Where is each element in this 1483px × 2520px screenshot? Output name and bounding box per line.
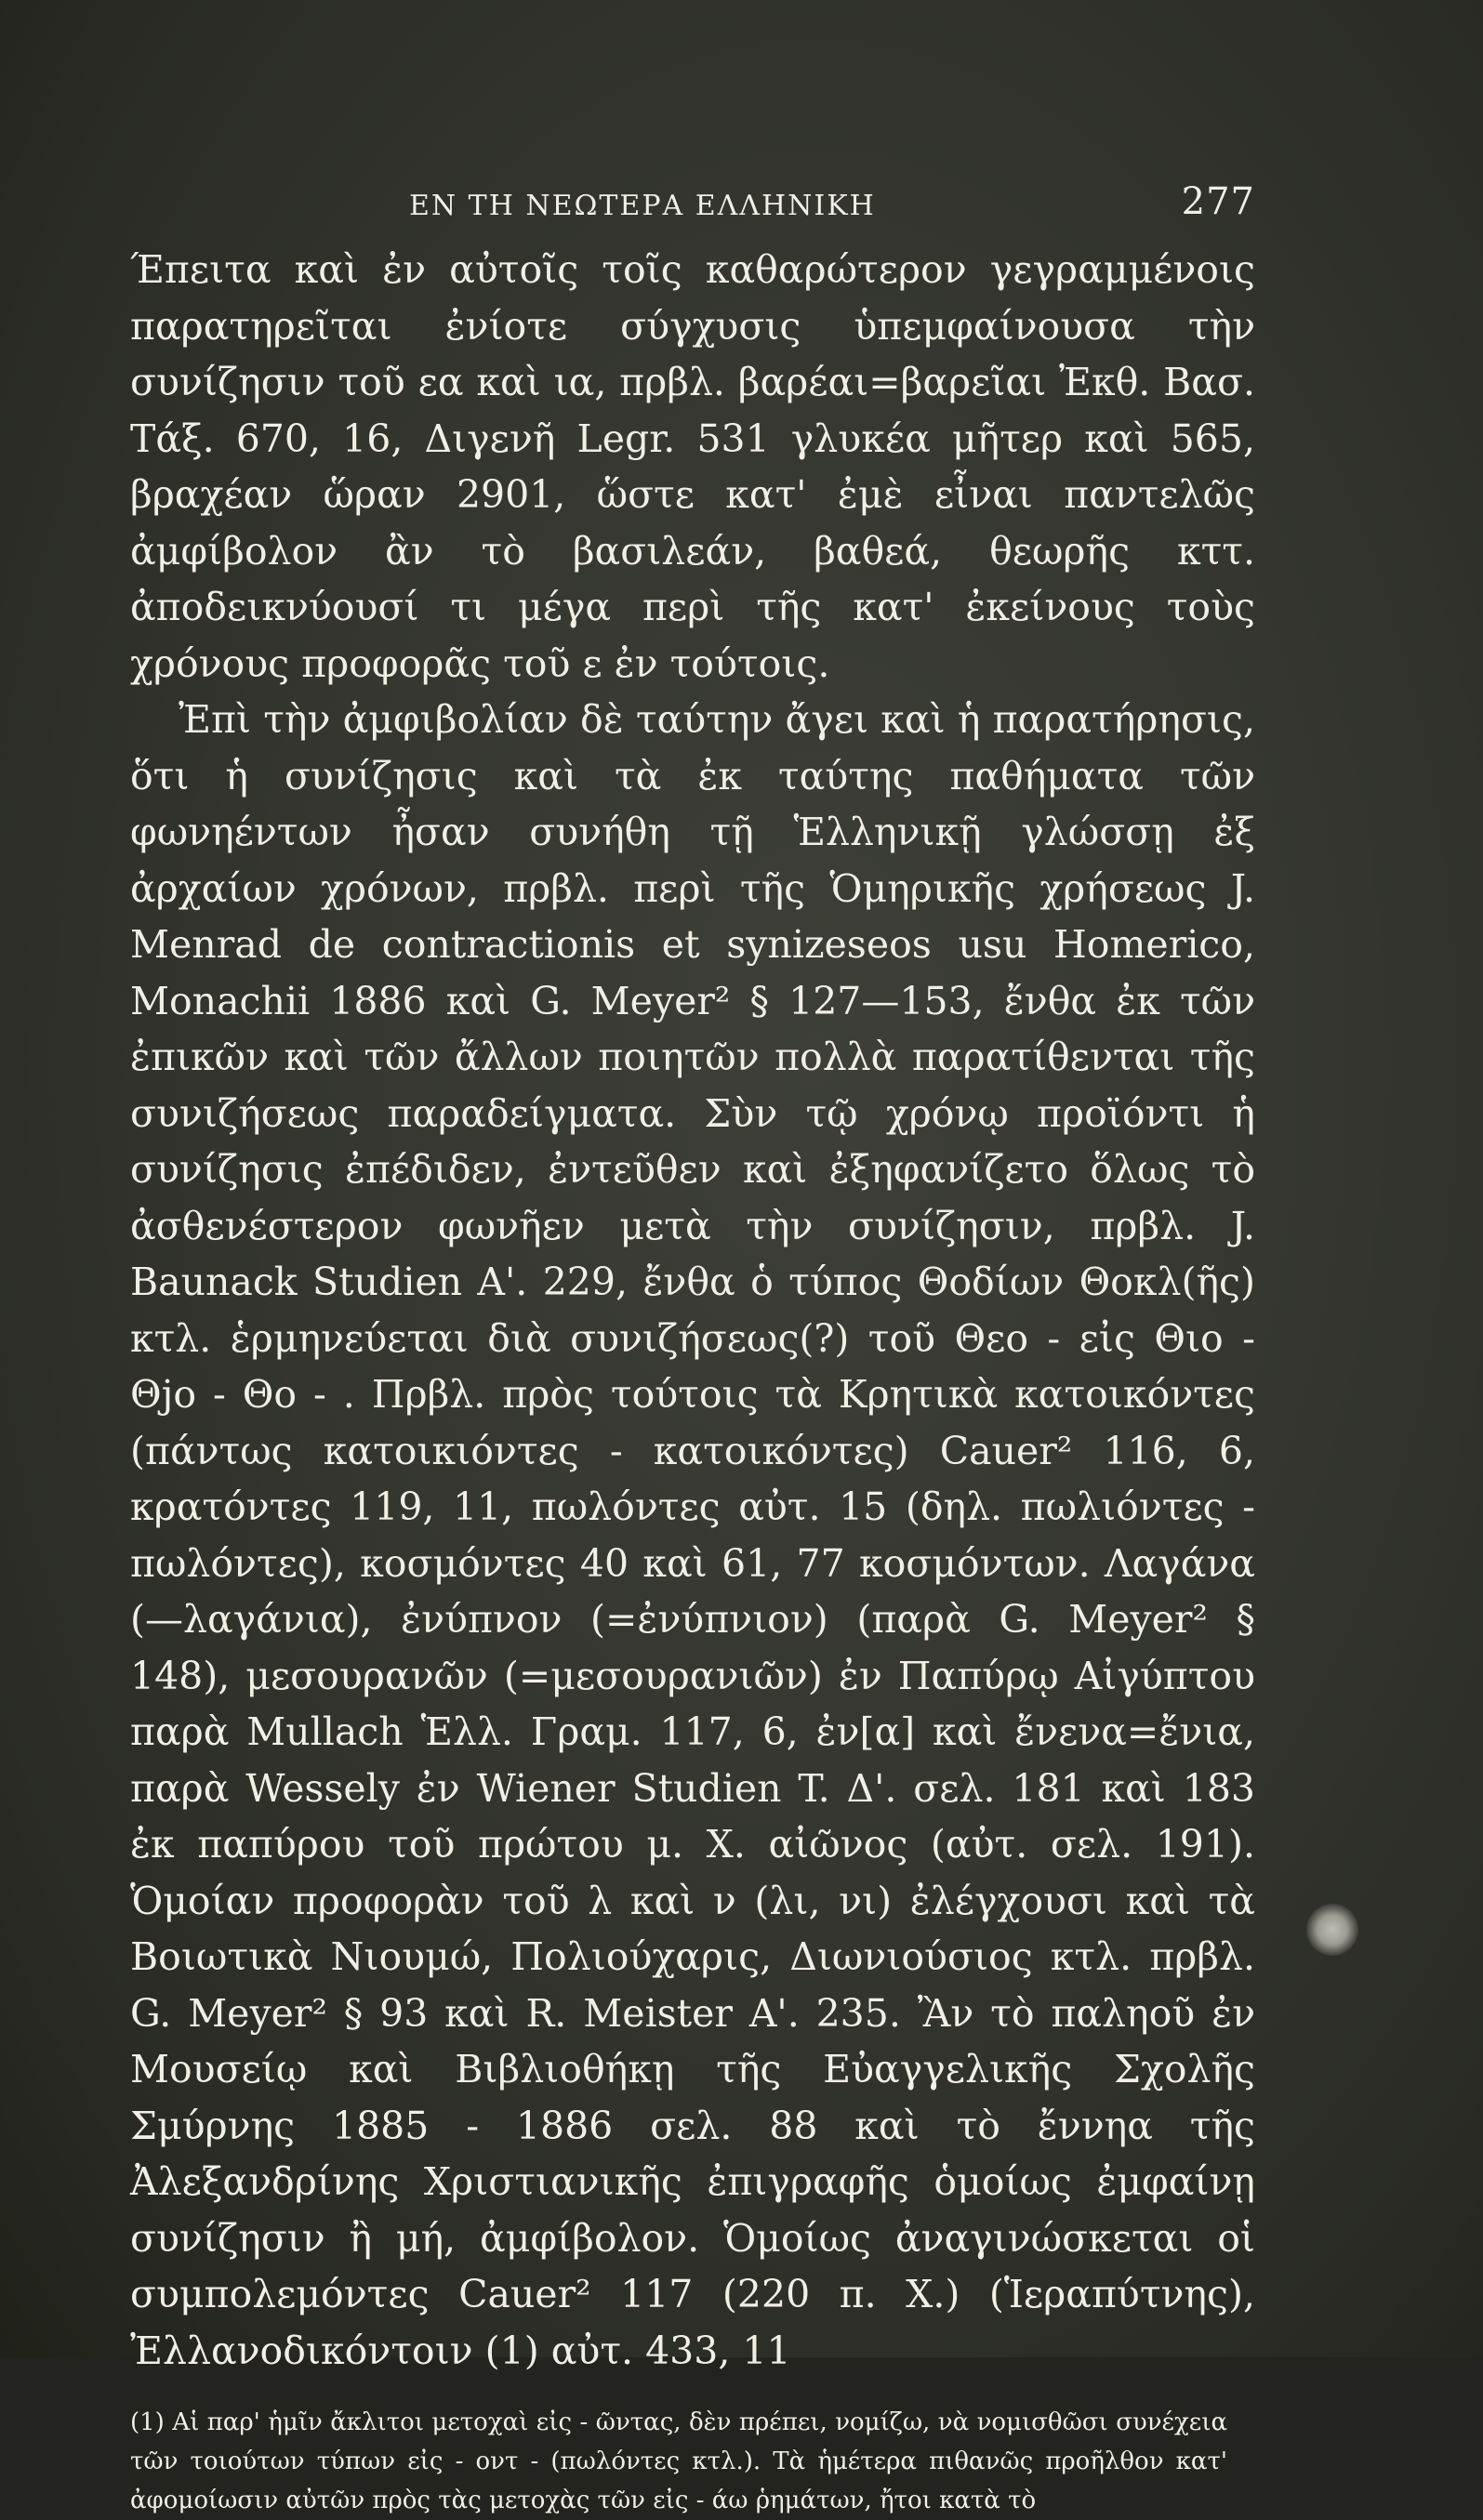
page-number: 277 xyxy=(1181,180,1255,223)
running-title: ΕΝ ΤΗ ΝΕΩΤΕΡΑ ΕΛΛΗΝΙΚΗ xyxy=(409,190,876,222)
paragraph-1: Έπειτα καὶ ἐν αὐτοῖς τοῖς καθαρώτερον γεγραμμένοις παρατηρεῖται ἐνίοτε σύγχυσις ὑπεμφαίνουσα τὴν συνίζησιν τοῦ εα καὶ ια, πρβλ. βαρέαι=βαρεῖαι Ἐκθ. Βασ. Τάξ. 670, 16, Διγενῆ Legr. 531 γλυκέα μῆτερ καὶ 565, βραχέαν ὥραν 2901, ὥστε κατ' ἐμὲ εἶναι παντελῶς ἀμφίβολον ἂν τὸ βασιλεάν, βαθεά, θεωρῆς κττ. ἀποδεικνύουσί τι μέγα περὶ τῆς κατ' ἐκείνους τοὺς χρόνους προφορᾶς τοῦ ε ἐν τούτοις. xyxy=(130,247,1255,686)
book-page xyxy=(130,177,1255,2514)
footnote: (1) Αἱ παρ' ἡμῖν ἄκλιτοι μετοχαὶ εἰς - ῶντας, δὲν πρέπει, νομίζω, νὰ νομισθῶσι συνέχεια τῶν τοιούτων τύπων εἰς - οντ - (πωλόντες κτλ.). Τὰ ἡμέτερα πιθανῶς προῆλθον κατ' ἀφομοίωσιν αὐτῶν πρὸς τὰς μετοχὰς τῶν εἰς - άω ῥημάτων, ἤτοι κατὰ τὸ xyxy=(130,2408,1227,2514)
page-header xyxy=(130,177,1255,242)
body-text xyxy=(130,242,1255,2379)
scan-smudge-mark xyxy=(1306,1904,1358,1956)
paragraph-2: Ἐπὶ τὴν ἀμφιβολίαν δὲ ταύτην ἄγει καὶ ἡ παρατήρησις, ὅτι ἡ συνίζησις καὶ τὰ ἐκ ταύτης παθήματα τῶν φωνηέντων ἦσαν συνήθη τῇ Ἑλληνικῇ γλώσσῃ ἐξ ἀρχαίων χρόνων, πρβλ. περὶ τῆς Ὁμηρικῆς χρήσεως J. Menrad de contractionis et synizeseos usu Homerico, Monachii 1886 καὶ G. Meyer² § 127—153, ἔνθα ἐκ τῶν ἐπικῶν καὶ τῶν ἄλλων ποιητῶν πολλὰ παρατίθενται τῆς συνιζήσεως παραδείγματα. Σὺν τῷ χρόνῳ προϊόντι ἡ συνίζησις ἐπέδιδεν, ἐντεῦθεν καὶ ἐξηφανίζετο ὅλως τὸ ἀσθενέστερον φωνῆεν μετὰ τὴν συνίζησιν, πρβλ. J. Baunack Studien Α'. 229, ἔνθα ὁ τύπος Θοδίων Θοκλ(ῆς) κτλ. ἑρμηνεύεται διὰ συνιζήσεως(?) τοῦ Θεο - εἰς Θιο - Θjo - Θο - . Πρβλ. πρὸς τούτοις τὰ Κρητικὰ κατοικόντες (πάντως κατοικιόντες - κατοικόντες) Cauer² 116, 6, κρατόντες 119, 11, πωλόντες αὐτ. 15 (δηλ. πωλιόντες - πωλόντες), κοσμόντες 40 καὶ 61, 77 κοσμόντων. Λαγάνα (—λαγάνια), ἐνύπνον (=ἐνύπνιον) (παρὰ G. Meyer² § 148), μεσουρανῶν (=μεσουρανιῶν) ἐν Παπύρῳ Αἰγύπτου παρὰ Mullach Ἑλλ. Γραμ. 117, 6, ἐν[α] καὶ ἔνενα=ἔνια, παρὰ Wessely ἐν Wiener Studien T. Δ'. σελ. 181 καὶ 183 ἐκ παπύρου τοῦ πρώτου μ. Χ. αἰῶνος (αὐτ. σελ. 191). Ὁμοίαν προφορὰν τοῦ λ καὶ ν (λι, νι) ἐλέγχουσι καὶ τὰ Βοιωτικὰ Νιουμώ, Πολιούχαρις, Διωνιούσιος κτλ. πρβλ. G. Meyer² § 93 καὶ R. Meister Α'. 235. Ἂν τὸ παληοῦ ἐν Μουσείῳ καὶ Βιβλιοθήκῃ τῆς Εὐαγγελικῆς Σχολῆς Σμύρνης 1885 - 1886 σελ. 88 καὶ τὸ ἔννηα τῆς Ἀλεξανδρίνης Χριστιανικῆς ἐπιγραφῆς ὁμοίως ἐμφαίνῃ συνίζησιν ἢ μή, ἀμφίβολον. Ὁμοίως ἀναγινώσκεται οἱ συμπολεμόντες Cauer² 117 (220 π. Χ.) (Ἱεραπύτνης), Ἐλλανοδικόντοιν (1) αὐτ. 433, 11 xyxy=(130,697,1255,2373)
